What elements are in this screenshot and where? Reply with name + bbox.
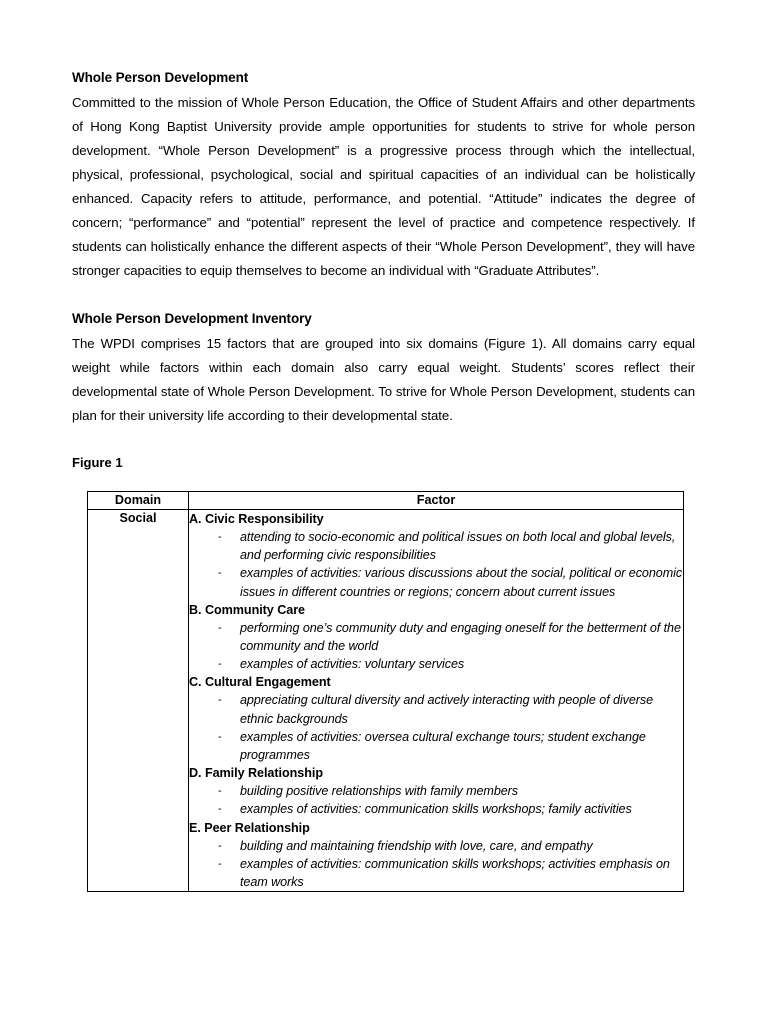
factor-title-e: E. Peer Relationship [189, 820, 310, 835]
list-item-text: attending to socio-economic and political issues on both local and global levels, and performing civic responsibilities [240, 530, 676, 563]
figure-spacer [72, 428, 695, 454]
list-item [189, 619, 683, 655]
table-header-row [88, 492, 684, 510]
list-item-text: examples of activities: communication skills workshops; activities emphasis on team works [240, 856, 670, 890]
table-row [88, 510, 684, 892]
list-item [189, 782, 683, 800]
factor-title-c: C. Cultural Engagement [189, 675, 331, 690]
domain-cell-social: Social [88, 510, 189, 892]
list-item-text: examples of activities: oversea cultural exchange tours; student exchange programmes [240, 729, 646, 763]
factor-title-b: B. Community Care [189, 602, 306, 617]
list-item [189, 655, 683, 673]
table-header [88, 492, 684, 510]
list-item-text: building positive relationships with family members [240, 784, 519, 799]
factor-bullets-a [189, 528, 683, 601]
bullet-dash-icon: - [218, 785, 222, 798]
list-item-text: examples of activities: voluntary services [240, 657, 465, 672]
list-item [189, 691, 683, 727]
bullet-dash-icon: - [218, 621, 222, 634]
factor-title-a: A. Civic Responsibility [189, 512, 324, 526]
column-header-domain: Domain [88, 492, 189, 510]
figure-gap [72, 472, 695, 491]
section-paragraph-wpdi: The WPDI comprises 15 factors that are grouped into six domains (Figure 1). All domains carry equal weight while factors within each domain also carry equal weight. Students’ scores reflect their developmental state of Whole Person Development. To strive for Whole Person Development, students can plan for their university life according to their developmental state. [72, 336, 695, 423]
bullet-dash-icon: - [218, 567, 222, 580]
section-paragraph-whole-person-development: Committed to the mission of Whole Person Education, the Office of Student Affairs and other departments of Hong Kong Baptist University provide ample opportunities for students to strive for whole person development. “Whole Person Development” is a progressive process through which the intellectual, physical, professional, psychological, social and spiritual capacities of an individual can be holistically enhanced. Capacity refers to attitude, performance, and potential. “Attitude” indicates the degree of concern; “performance” and “potential” represent the level of practice and competence respectively. If students can holistically enhance the different aspects of their “Whole Person Development”, they will have stronger capacities to equip themselves to become an individual with “Graduate Attributes”. [72, 95, 695, 278]
bullet-dash-icon: - [218, 803, 222, 816]
document-content [72, 68, 695, 892]
bullet-dash-icon: - [218, 730, 222, 743]
list-item [189, 800, 683, 818]
column-header-factor: Factor [189, 492, 684, 510]
list-item-text: building and maintaining friendship with love, care, and empathy [240, 838, 593, 853]
factor-bullets-e [189, 837, 683, 892]
factor-cell-social [189, 510, 684, 892]
section-spacer [72, 283, 695, 309]
figure-label: Figure 1 [72, 455, 123, 470]
bullet-dash-icon: - [218, 839, 222, 852]
list-item [189, 728, 683, 764]
bullet-dash-icon: - [218, 857, 222, 870]
list-item [189, 528, 683, 564]
table-body [88, 510, 684, 892]
section-heading-wpdi: Whole Person Development Inventory [72, 311, 312, 326]
factor-bullets-c [189, 691, 683, 764]
section-heading-whole-person-development: Whole Person Development [72, 70, 249, 85]
factor-title-d: D. Family Relationship [189, 766, 323, 781]
factor-bullets-d [189, 782, 683, 818]
list-item [189, 837, 683, 855]
factor-bullets-b [189, 619, 683, 674]
list-item-text: examples of activities: communication skills workshops; family activities [240, 802, 632, 817]
list-item [189, 564, 683, 600]
bullet-dash-icon: - [218, 694, 222, 707]
list-item-text: examples of activities: various discussions about the social, political or economic issues in different countries or regions; concern about current issues [240, 566, 683, 599]
list-item-text: appreciating cultural diversity and actively interacting with people of diverse ethnic backgrounds [240, 693, 653, 726]
wpdi-factor-table [87, 491, 684, 892]
list-item-text: performing one’s community duty and engaging oneself for the betterment of the community and the world [240, 620, 681, 654]
bullet-dash-icon: - [218, 658, 222, 671]
bullet-dash-icon: - [218, 531, 222, 543]
list-item [189, 855, 683, 891]
